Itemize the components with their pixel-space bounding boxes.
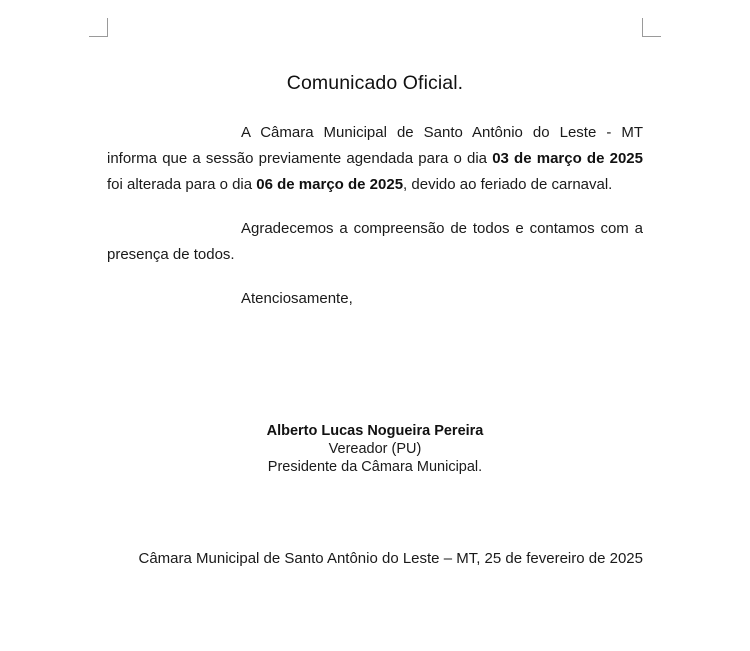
place-and-date: Câmara Municipal de Santo Antônio do Leste – MT, 25 de fevereiro de 2025 (138, 550, 643, 567)
margin-corner-top-right (642, 18, 661, 37)
signature-office: Presidente da Câmara Municipal. (267, 459, 483, 475)
announcement-text-1: A Câmara Municipal de Santo Antônio do Leste - MT informa que a sessão previamente agendada para o dia (107, 124, 643, 167)
announcement-text-2: foi alterada para o dia (107, 176, 257, 193)
closing-line: Atenciosamente, (241, 290, 353, 307)
new-session-date: 06 de março de 2025 (256, 176, 404, 193)
document-title: Comunicado Oficial. (286, 72, 464, 94)
signature-role: Vereador (PU) (328, 441, 422, 457)
signature-name: Alberto Lucas Nogueira Pereira (266, 423, 484, 439)
announcement-text-3: , devido ao feriado de carnaval. (403, 176, 613, 193)
thanks-paragraph: Agradecemos a compreensão de todos e contamos com a presença de todos. (107, 220, 643, 263)
original-session-date: 03 de março de 2025 (492, 150, 643, 167)
margin-corner-top-left (89, 18, 108, 37)
announcement-paragraph (107, 120, 643, 198)
